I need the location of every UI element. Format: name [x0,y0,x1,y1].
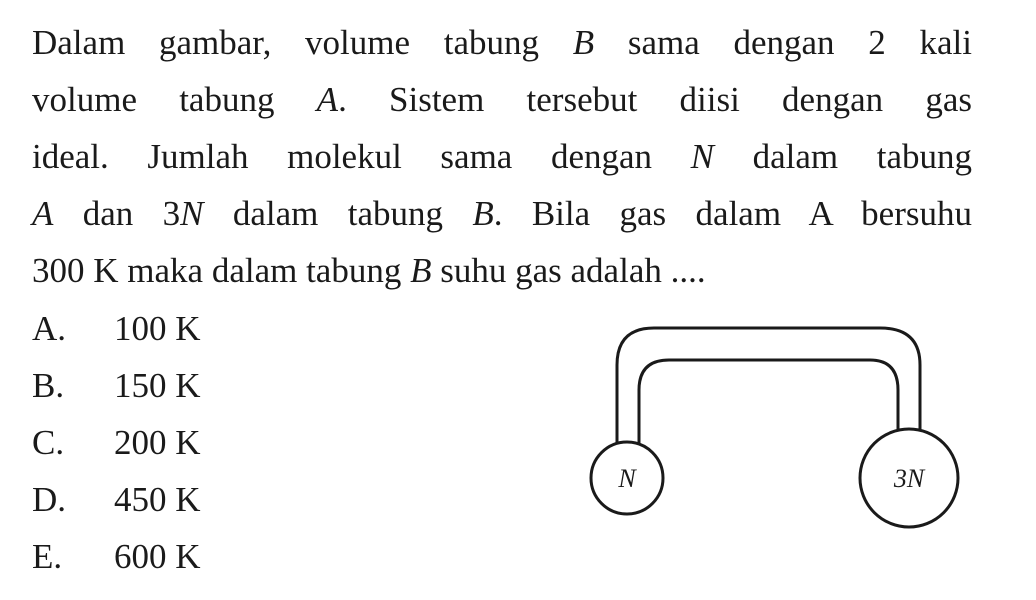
math-variable: B [472,194,494,233]
question-line-3: ideal. Jumlah molekul sama dengan N dalam tabung [32,137,973,176]
answer-options [32,300,201,585]
gas-tubes-svg [580,320,980,550]
gas-tubes-diagram [580,320,980,555]
math-variable: N [180,194,204,233]
option-label: C. [32,423,65,462]
question-line-1: Dalam gambar, volume tabung B sama dengan 2 kali [32,23,972,62]
math-variable: A [32,194,54,233]
option-label: A. [32,309,67,348]
option-value: 150 K [114,366,201,405]
math-variable: B [410,251,432,290]
option-e[interactable] [32,528,201,585]
question-line-5: 300 K maka dalam tabung B suhu gas adalah .... [32,251,706,290]
question-line-2: volume tabung A. Sistem tersebut diisi dengan gas [32,80,972,119]
tube-a-label: N [618,464,636,493]
option-a[interactable] [32,300,201,357]
option-c[interactable] [32,414,201,471]
tube-b-label: 3N [893,464,925,493]
option-b[interactable] [32,357,201,414]
math-variable: N [690,137,714,176]
option-label: E. [32,537,63,576]
option-value: 600 K [114,537,201,576]
option-value: 100 K [114,309,201,348]
option-label: D. [32,480,67,519]
option-label: B. [32,366,65,405]
math-variable: A [316,80,339,119]
math-variable: B [572,23,595,62]
connecting-tube [617,328,920,447]
question-line-4: A dan 3N dalam tabung B. Bila gas dalam A bersuhu [32,194,972,233]
option-d[interactable] [32,471,201,528]
question-text [32,14,972,299]
option-value: 450 K [114,480,201,519]
option-value: 200 K [114,423,201,462]
